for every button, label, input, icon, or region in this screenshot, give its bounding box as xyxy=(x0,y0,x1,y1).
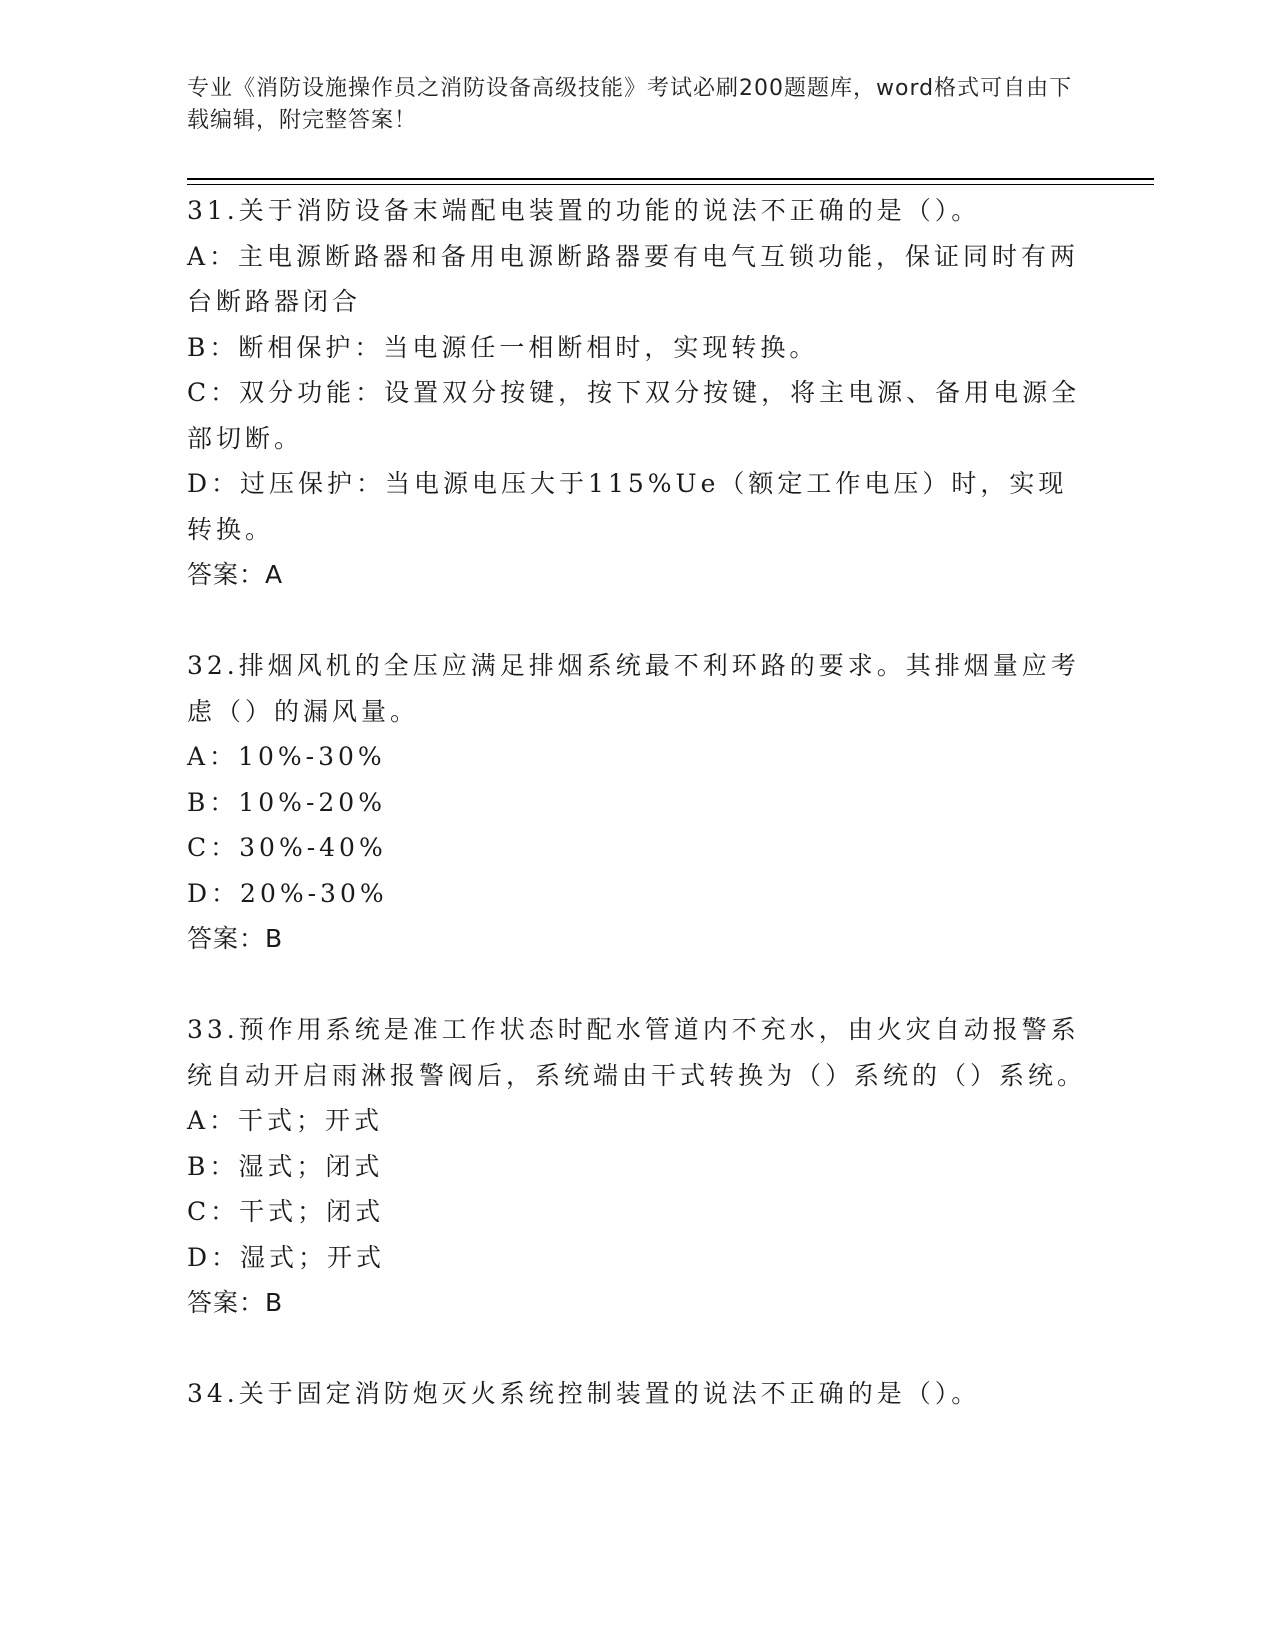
option-d: D：20%-30% xyxy=(187,878,388,908)
question-stem: 34.关于固定消防炮灭火系统控制装置的说法不正确的是（）。 xyxy=(187,1379,981,1408)
question-32 xyxy=(187,643,1087,962)
answer: 答案：B xyxy=(187,924,284,953)
spacer xyxy=(187,1326,1087,1372)
option-a: A：干式；开式 xyxy=(187,1106,384,1135)
option-c: C：双分功能：设置双分按键，按下双分按键，将主电源、备用电源全部切断。 xyxy=(187,378,1081,453)
answer: 答案：A xyxy=(187,560,284,589)
option-b: B：10%-20% xyxy=(187,787,386,817)
option-c: C：干式；闭式 xyxy=(187,1197,385,1226)
option-a: A：10%-30% xyxy=(187,742,386,771)
option-c: C：30%-40% xyxy=(187,833,387,862)
question-31 xyxy=(187,188,1087,598)
option-b: B：湿式；闭式 xyxy=(187,1151,384,1181)
question-34 xyxy=(187,1371,1087,1417)
spacer xyxy=(187,962,1087,1008)
spacer xyxy=(187,598,1087,644)
option-d: D：过压保护：当电源电压大于115%Ue（额定工作电压）时，实现转换。 xyxy=(187,469,1068,544)
option-b: B：断相保护：当电源任一相断相时，实现转换。 xyxy=(187,332,819,362)
question-stem: 32.排烟风机的全压应满足排烟系统最不利环路的要求。其排烟量应考虑（）的漏风量。 xyxy=(187,651,1080,726)
option-d: D：湿式；开式 xyxy=(187,1242,386,1272)
question-stem: 31.关于消防设备末端配电装置的功能的说法不正确的是（）。 xyxy=(187,196,981,225)
question-list xyxy=(187,188,1087,1417)
page-header: 专业《消防设施操作员之消防设备高级技能》考试必刷200题题库，word格式可自由下载编辑，附完整答案！ xyxy=(187,76,1073,133)
answer: 答案：B xyxy=(187,1288,284,1317)
question-33 xyxy=(187,1007,1087,1326)
header-rule-thick xyxy=(187,178,1154,180)
header-rule-thin xyxy=(187,184,1154,185)
question-stem: 33.预作用系统是准工作状态时配水管道内不充水，由火灾自动报警系统自动开启雨淋报警阀后，系统端由干式转换为（）系统的（）系统。 xyxy=(187,1015,1087,1090)
option-a: A：主电源断路器和备用电源断路器要有电气互锁功能，保证同时有两台断路器闭合 xyxy=(187,241,1080,316)
